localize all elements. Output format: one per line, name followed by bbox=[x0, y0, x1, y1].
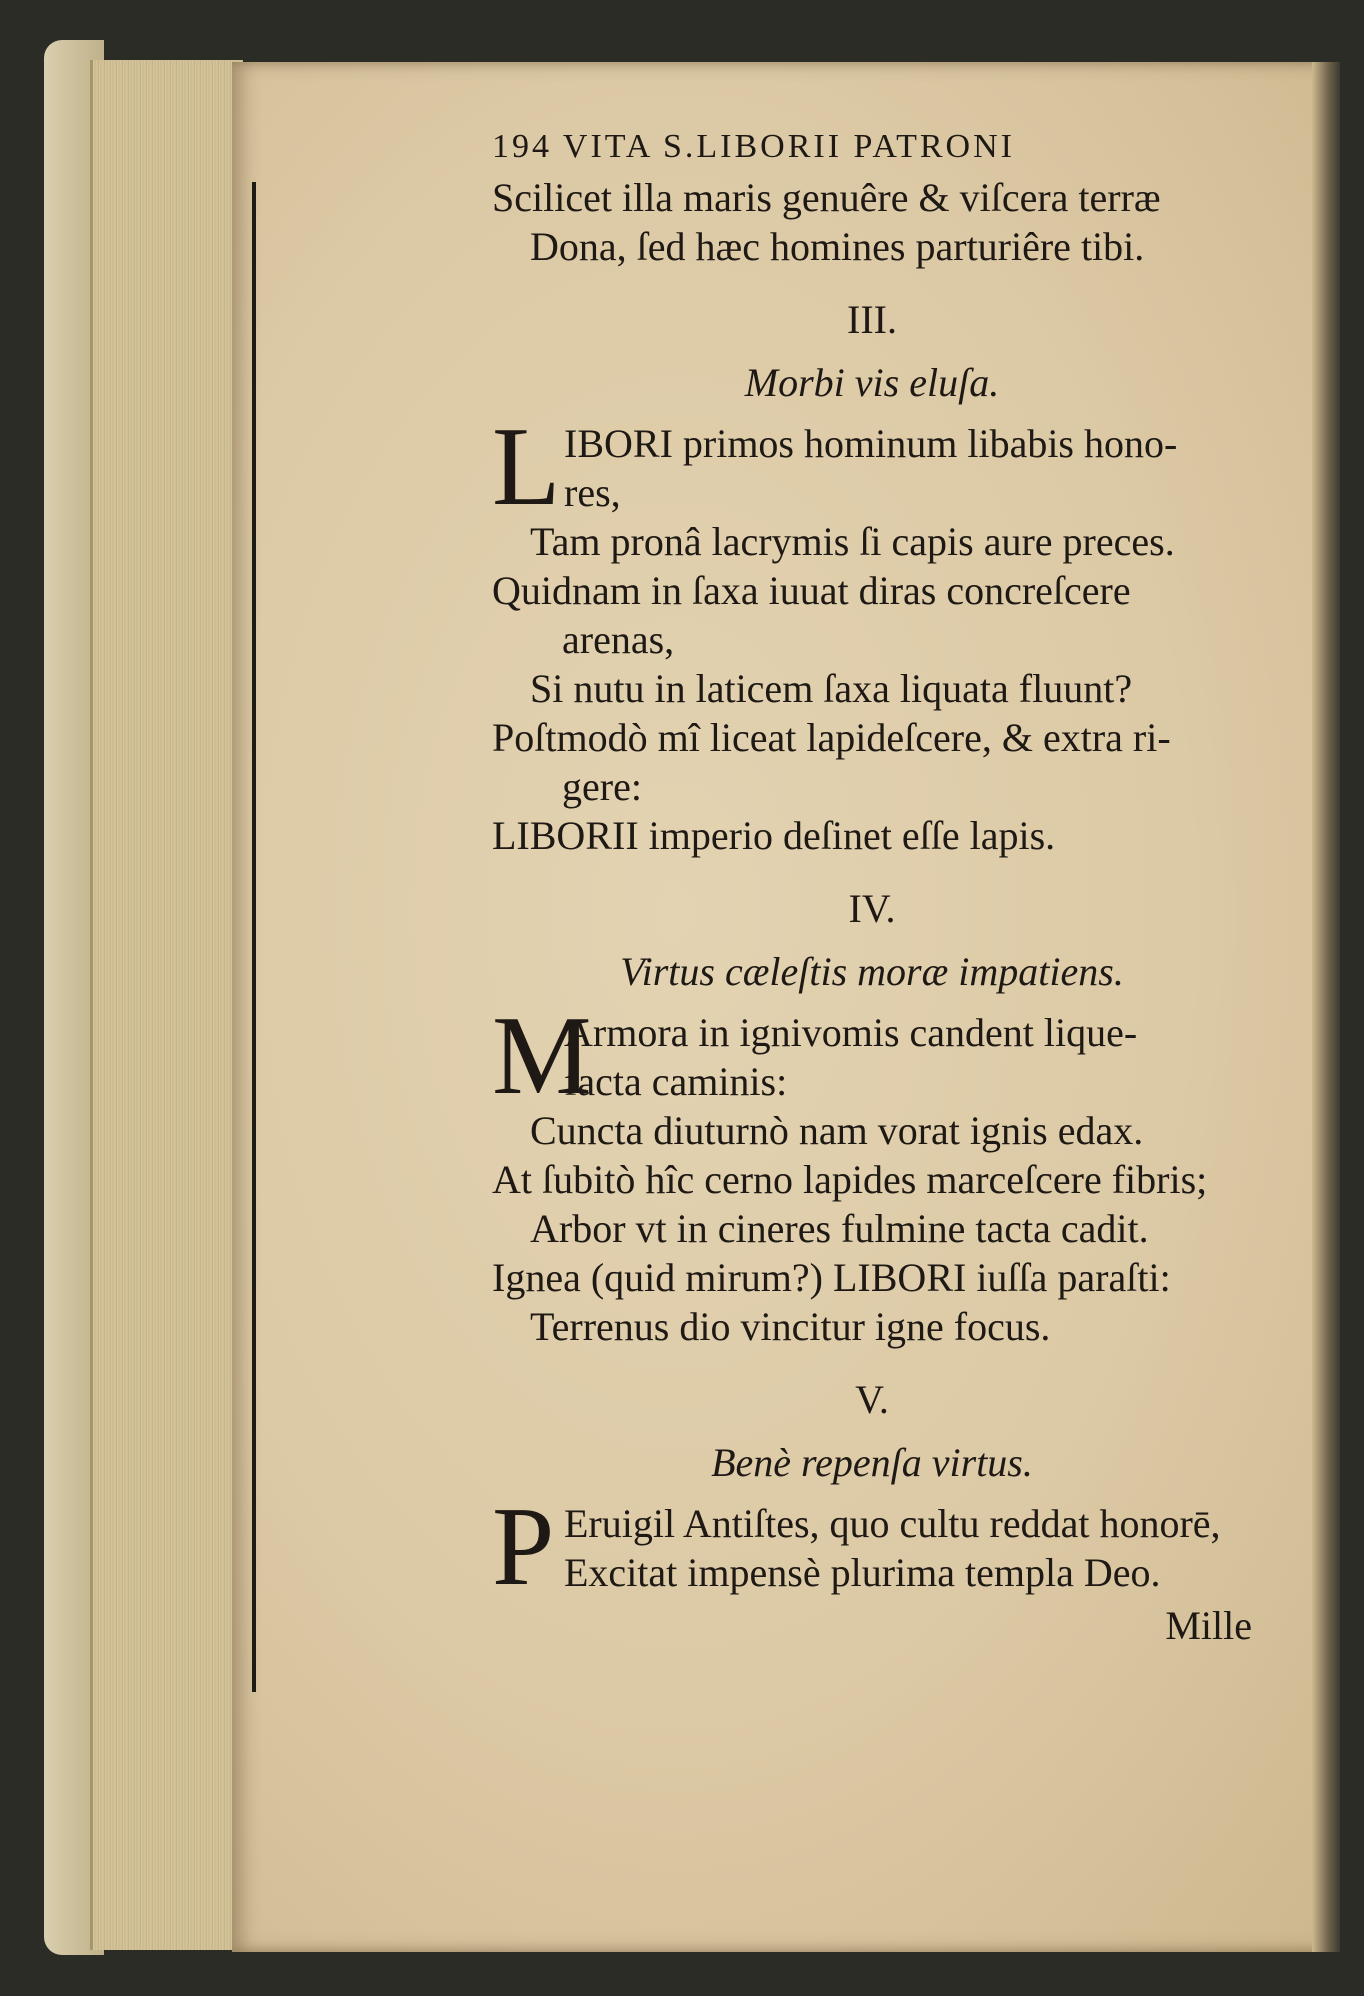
drop-cap: P bbox=[492, 1485, 555, 1609]
verse-line: LIBORII imperio deſinet eſſe lapis. bbox=[492, 813, 1056, 858]
section-title: Benè repenſa virtus. bbox=[711, 1440, 1033, 1485]
drop-cap: L bbox=[492, 405, 561, 529]
verse-line: Ignea (quid mirum?) LIBORI iuſſa paraſti: bbox=[492, 1255, 1171, 1300]
book-page bbox=[232, 62, 1340, 1952]
section-number: V. bbox=[855, 1377, 889, 1422]
section-number: IV. bbox=[848, 886, 896, 931]
running-head: 194 VITA S.LIBORII PATRONI bbox=[492, 128, 1015, 165]
verse-line: Scilicet illa maris genuêre & viſcera terræ bbox=[492, 175, 1161, 220]
page-gutter bbox=[1312, 62, 1340, 1952]
verse-line: Tam pronâ lacrymis ſi capis aure preces. bbox=[530, 519, 1175, 564]
margin-rule bbox=[252, 182, 256, 1692]
catchword: Mille bbox=[1165, 1603, 1252, 1648]
page-stack-edge bbox=[90, 60, 243, 1950]
verse-line: IBORI primos hominum libabis hono- bbox=[564, 421, 1178, 466]
verse-line: gere: bbox=[562, 764, 642, 809]
verse-line: Poſtmodò mî liceat lapideſcere, & extra ri- bbox=[492, 715, 1171, 760]
verse-line: Excitat impensè plurima templa Deo. bbox=[564, 1550, 1161, 1595]
verse-line: arenas, bbox=[562, 617, 675, 662]
verse-line: Armora in ignivomis candent lique- bbox=[564, 1010, 1138, 1055]
verse-line: res, bbox=[564, 470, 621, 515]
verse-line: Dona, ſed hæc homines parturiêre tibi. bbox=[530, 224, 1145, 269]
drop-cap: M bbox=[492, 994, 592, 1118]
verse-line: Cuncta diuturnò nam vorat ignis edax. bbox=[530, 1108, 1144, 1153]
verse-line: Quidnam in ſaxa iuuat diras concreſcere bbox=[492, 568, 1131, 613]
section-number: III. bbox=[847, 297, 897, 342]
section-title: Virtus cæleſtis moræ impatiens. bbox=[620, 949, 1124, 994]
verse-line: Si nutu in laticem ſaxa liquata fluunt? bbox=[530, 666, 1133, 711]
verse-line: Arbor vt in cineres fulmine tacta cadit. bbox=[530, 1206, 1149, 1251]
page-text bbox=[492, 122, 1252, 1650]
drop-cap-block bbox=[492, 405, 1252, 529]
drop-cap-block bbox=[492, 1485, 1252, 1609]
verse-line: Terrenus dio vincitur igne focus. bbox=[530, 1304, 1051, 1349]
verse-line: facta caminis: bbox=[564, 1059, 788, 1104]
section-title: Morbi vis eluſa. bbox=[744, 360, 1000, 405]
drop-cap-block bbox=[492, 994, 1252, 1118]
verse-line: Eruigil Antiſtes, quo cultu reddat honorē, bbox=[564, 1501, 1221, 1546]
verse-line: At ſubitò hîc cerno lapides marceſcere fibris; bbox=[492, 1157, 1208, 1202]
